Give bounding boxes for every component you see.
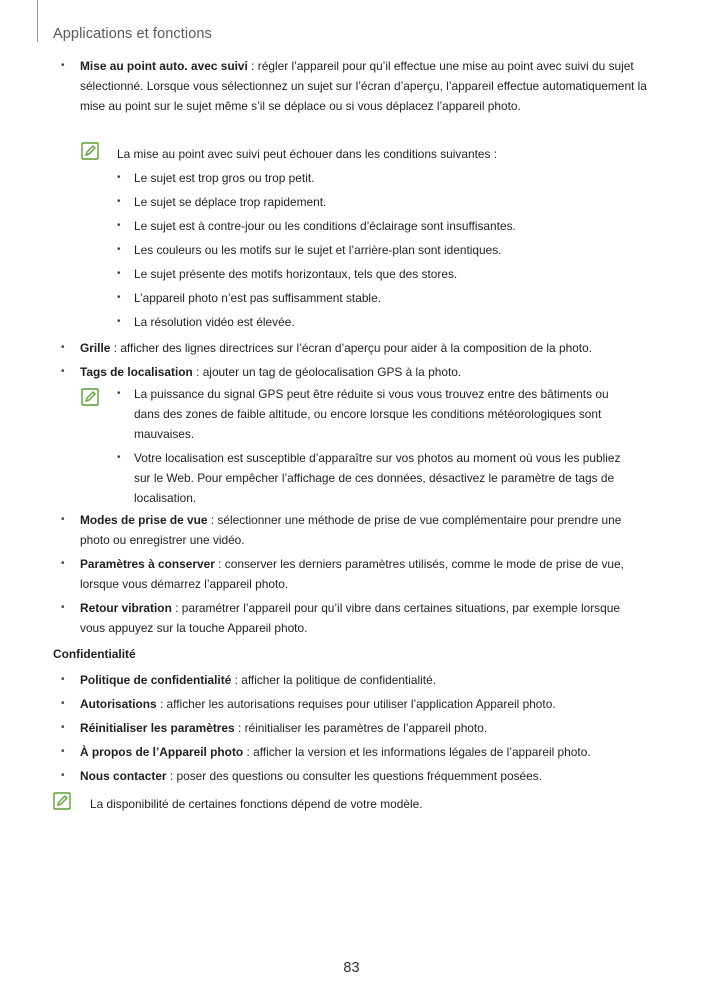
bullet-list [53, 56, 653, 116]
note-subitem [53, 192, 653, 212]
list-item [53, 510, 645, 550]
list-item [53, 338, 653, 358]
item-term: Réinitialiser les paramètres [80, 721, 235, 735]
footer-note-text: La disponibilité de certaines fonctions dépend de votre modèle. [90, 797, 423, 811]
note-intro: La mise au point avec suivi peut échouer dans les conditions suivantes : [117, 147, 498, 161]
note-block [53, 794, 653, 814]
section-heading [53, 644, 653, 664]
item-term: Paramètres à conserver [80, 557, 215, 571]
item-term: Politique de confidentialité [80, 673, 232, 687]
note-subitem-text: Votre localisation est susceptible d’apparaître sur vos photos au moment où vous les publiez sur le Web. Pour empêcher l’affichage de ces données, désactivez le paramètre de tags de localisation. [134, 451, 621, 505]
item-term: À propos de l’Appareil photo [80, 745, 244, 759]
item-text: : réinitialiser les paramètres de l’appareil photo. [234, 721, 488, 735]
item-text: : sélectionner une méthode de prise de vue complémentaire pour prendre une photo ou enregistrer une vidéo. [80, 513, 622, 547]
list-item [53, 742, 653, 762]
item-term: Modes de prise de vue [80, 513, 208, 527]
bullet-icon: • [117, 268, 121, 279]
privacy-heading: Confidentialité [53, 647, 136, 661]
list-item [53, 598, 645, 638]
page-number: 83 [343, 960, 360, 976]
bullet-list [53, 338, 653, 382]
note-sublist [53, 168, 653, 332]
note-icon [81, 142, 99, 160]
note-subitem-text: L’appareil photo n’est pas suffisamment stable. [134, 291, 381, 305]
bullet-icon: • [117, 244, 121, 255]
bullet-icon: • [61, 698, 65, 709]
bullet-icon: • [61, 770, 65, 781]
note-subitem [53, 448, 634, 508]
header-rule [37, 0, 38, 42]
bullet-icon: • [61, 674, 65, 685]
note-block [53, 384, 653, 508]
list-item [53, 554, 645, 594]
note-icon [53, 792, 71, 810]
note-subitem-text: Le sujet présente des motifs horizontaux, tels que des stores. [134, 267, 458, 281]
page-header: Applications et fonctions [53, 26, 212, 42]
bullet-icon: • [61, 722, 65, 733]
bullet-icon: • [117, 452, 121, 463]
note-intro-row [53, 144, 653, 164]
bullet-icon: • [61, 602, 65, 613]
item-term: Retour vibration [80, 601, 172, 615]
item-text: : poser des questions ou consulter les questions fréquemment posées. [166, 769, 542, 783]
note-subitem [53, 288, 653, 308]
note-subitem [53, 264, 653, 284]
bullet-icon: • [117, 316, 121, 327]
item-text: : afficher la politique de confidentialité. [231, 673, 436, 687]
item-text: : paramétrer l’appareil pour qu’il vibre dans certaines situations, par exemple lorsque vous appuyez sur la touche Appareil photo. [80, 601, 620, 635]
list-item [53, 766, 653, 786]
list-item [53, 362, 653, 382]
bullet-icon: • [61, 514, 65, 525]
privacy-list [53, 670, 653, 786]
bullet-icon: • [117, 220, 121, 231]
bullet-icon: • [61, 342, 65, 353]
item-text: : afficher des lignes directrices sur l’écran d’aperçu pour aider à la composition de la photo. [110, 341, 593, 355]
item-text: : ajouter un tag de géolocalisation GPS à la photo. [192, 365, 462, 379]
note-subitem-text: Les couleurs ou les motifs sur le sujet et l’arrière-plan sont identiques. [134, 243, 502, 257]
note-subitem [53, 312, 653, 332]
note-subitem-text: La résolution vidéo est élevée. [134, 315, 295, 329]
note-subitem [53, 168, 653, 188]
list-item [53, 670, 653, 690]
bullet-icon: • [61, 366, 65, 377]
note-subitem-text: Le sujet est à contre-jour ou les conditions d’éclairage sont insuffisantes. [134, 219, 516, 233]
bullet-icon: • [61, 558, 65, 569]
note-block [53, 144, 653, 164]
bullet-icon: • [117, 172, 121, 183]
item-term: Nous contacter [80, 769, 167, 783]
bullet-icon: • [117, 196, 121, 207]
note-subitem-text: Le sujet est trop gros ou trop petit. [134, 171, 315, 185]
note-subitem-text: Le sujet se déplace trop rapidement. [134, 195, 327, 209]
bullet-icon: • [117, 292, 121, 303]
note-subitem [53, 384, 634, 444]
item-term: Mise au point auto. avec suivi [80, 59, 248, 73]
item-text: : afficher les autorisations requises pour utiliser l’application Appareil photo. [156, 697, 556, 711]
note-subitem [53, 216, 653, 236]
item-text: : afficher la version et les informations légales de l’appareil photo. [243, 745, 591, 759]
list-item [53, 56, 653, 116]
item-text: : régler l’appareil pour qu’il effectue une mise au point avec suivi du sujet sélectionné. Lorsque vous sélectionnez un sujet sur l’écran d’aperçu, l’appareil effectue automatiquement la mise au point sur le sujet même s’il se déplace ou si vous déplacez l’appareil photo. [80, 59, 647, 113]
note-subitem [53, 240, 653, 260]
note-subitem-text: La puissance du signal GPS peut être réduite si vous vous trouvez entre des bâtiments ou dans des zones de faible altitude, ou encore lorsque les conditions météorologiques sont mauvaises. [134, 387, 609, 441]
bullet-icon: • [117, 388, 121, 399]
item-term: Grille [80, 341, 111, 355]
item-term: Autorisations [80, 697, 157, 711]
bullet-icon: • [61, 60, 65, 71]
list-item [53, 718, 653, 738]
list-item [53, 694, 653, 714]
item-text: : conserver les derniers paramètres utilisés, comme le mode de prise de vue, lorsque vous démarrez l’appareil photo. [80, 557, 624, 591]
item-term: Tags de localisation [80, 365, 193, 379]
bullet-icon: • [61, 746, 65, 757]
footer-note [53, 794, 653, 814]
bullet-list [53, 510, 653, 638]
